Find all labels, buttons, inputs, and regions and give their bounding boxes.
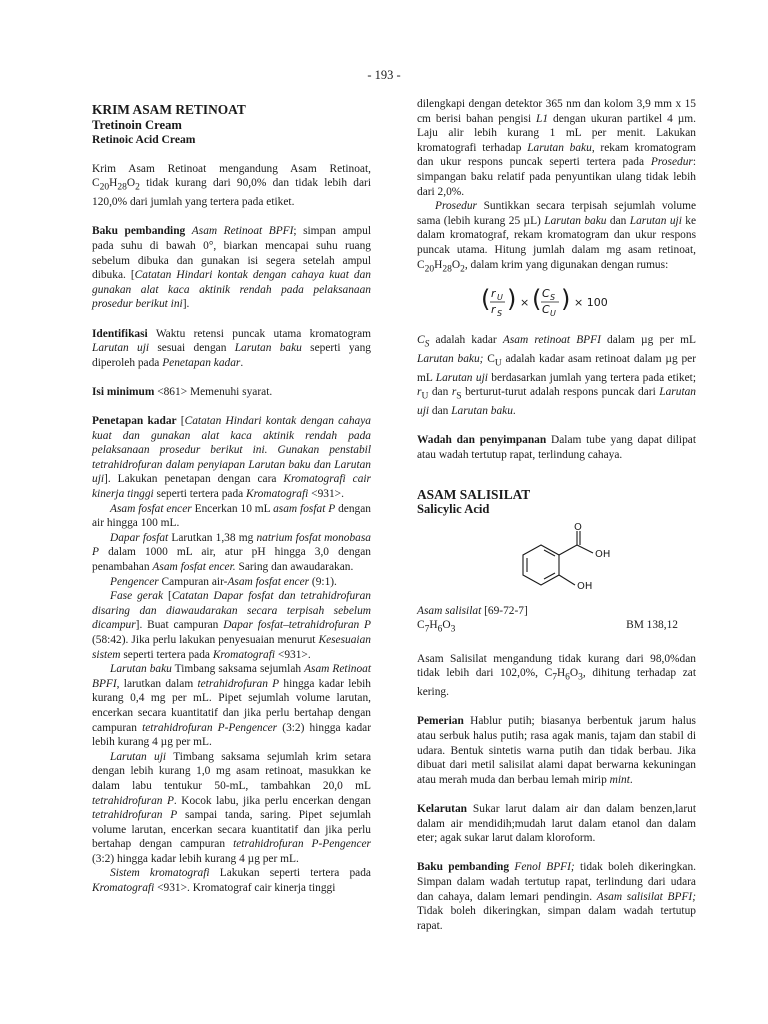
right-column <box>417 97 696 933</box>
structure-o: O <box>574 522 582 534</box>
prosedur-paragraph: Prosedur Suntikkan secara terpisah sejumlah volume sama (lebih kurang 25 µL) Larutan baku dan Larutan uji ke dalam kromatograf, rekam kromatogram dan ukur respons puncak utama. Hitung jumlah dalam mg asam retinoat, $C_{20}H_{28}O_2$, dalam krim yang digunakan dengan rumus: <box>417 200 697 274</box>
molecular-formula: $C_7H_6O_3$ <box>417 619 456 635</box>
formula-cs: C <box>541 287 550 301</box>
formula-cs-sub: S <box>549 293 555 303</box>
formula-factor: × 100 <box>573 296 608 310</box>
pengencer-paragraph: Pengencer Campuran air-Asam fosfat encer (9:1). <box>110 575 337 588</box>
monograph-english-name: Retinoic Acid Cream <box>92 132 196 146</box>
formula-ru-sub: U <box>496 293 503 303</box>
monograph-latin-name-2: Salicylic Acid <box>417 502 490 517</box>
salicylic-acid-structure <box>509 521 696 602</box>
formula-cu-sub: U <box>549 309 556 319</box>
structure-oh-acid: OH <box>595 549 611 561</box>
wadah-paragraph: Wadah dan penyimpanan Dalam tube yang dapat dilipat atau wadah tertutup rapat, terlindung cahaya. <box>417 434 696 461</box>
baku-pembanding-paragraph-2: Baku pembanding Fenol BPFI; tidak boleh dikeringkan. Simpan dalam wadah tertutup rapat, terlindung dari udara dan cahaya, dalam lemari pendingin. Asam salisilat BPFI; Tidak boleh dikeringkan, simpan dalam wadah tertutup rapat. <box>417 861 697 932</box>
paren-close-2: ) <box>560 285 570 314</box>
assay-formula <box>417 284 696 323</box>
monograph-title: KRIM ASAM RETINOAT <box>92 102 246 117</box>
sistem-kromatografi-paragraph: Sistem kromatografi Lakukan seperti tertera pada Kromatografi <931>. Kromatograf cair kinerja tinggi <box>92 867 371 895</box>
structure-graphic <box>509 521 619 597</box>
formula-cu: C <box>541 303 550 317</box>
formula-graphic <box>477 284 637 318</box>
fase-gerak-paragraph: Fase gerak [Catatan Dapar fosfat dan tetrahidrofuran disaring dan diawaudarakan secara terpisah sebelum dicampur]. Buat campuran Dapar fosfat–tetrahidrofuran P (58:42). Jika perlu lakukan penyesuaian menurut Kesesuaian sistem seperti tertera pada Kromatografi <931>. <box>92 590 371 661</box>
monograph-title-2: ASAM SALISILAT <box>417 486 531 502</box>
page-number: - 193 - <box>367 68 401 82</box>
compound-formula-line <box>417 618 696 637</box>
formula-rs-sub: S <box>496 309 502 319</box>
structure-oh-phenol: OH <box>577 581 593 593</box>
paren-open-2: ( <box>531 285 541 314</box>
molecular-weight: BM 138,12 <box>626 619 678 632</box>
larutan-baku-paragraph: Larutan baku Timbang saksama sejumlah Asam Retinoat BPFI, larutkan dalam tetrahidrofuran P hingga kadar lebih kurang 0,4 mg per mL. Pipet sejumlah volume larutan, encerkan secara kuantitatif dan jika perlu bertahap dengan campuran tetrahidrofuran P-Pengencer (3:2) hingga kadar lebih kurang 4 µg per mL. <box>92 663 371 749</box>
baku-pembanding-paragraph: Baku pembanding Asam Retinoat BPFI; simpan ampul pada suhu di bawah 0°, biarkan mencapai suhu ruang sebelum dibuka dan gunakan isi segera setelah ampul dibuka. [Catatan Hindari kontak dengan cahaya kuat dan gunakan alat kaca aktinik rendah pada pelaksanaan prosedur berikut ini]. <box>92 225 371 311</box>
formula-legend-paragraph: $C_S$ adalah kadar Asam retinoat BPFI dalam µg per mL Larutan baku; $C_U$ adalah kadar asam retinoat dalam µg per mL Larutan uji berdasarkan jumlah yang tertera pada etiket; $r_U$ dan $r_S$ berturut-turut adalah respons puncak dari Larutan uji dan Larutan baku. <box>417 334 697 418</box>
pemerian-paragraph: Pemerian Hablur putih; biasanya berbentuk jarum halus atau serbuk halus putih; rasa agak manis, tajam dan stabil di udara. Bentuk sintetis warna putih dan tidak berbau. Jika dibuat dari metil salisilat alami dapat berwarna kekuningan atau merah muda dan berbau lemah mirip mint. <box>417 715 696 786</box>
larutan-uji-paragraph: Larutan uji Timbang saksama sejumlah krim setara dengan lebih kurang 1,0 mg asam retinoat, masukkan ke dalam labu tentukur 50-mL, tambahkan 20,0 mL tetrahidrofuran P. Kocok labu, jika perlu encerkan dengan tetrahidrofuran P sampai tanda, saring. Pipet sejumlah volume larutan, encerkan secara kuantitatif dan jika perlu bertahap dengan campuran tetrahidrofuran P-Pengencer (3:2) hingga kadar lebih kurang 4 µg per mL. <box>92 750 371 865</box>
paren-open-1: ( <box>480 285 490 314</box>
identifikasi-paragraph: Identifikasi Waktu retensi puncak utama kromatogram Larutan uji sesuai dengan Larutan baku seperti yang diperoleh pada Penetapan kadar. <box>92 327 371 369</box>
penetapan-kadar-paragraph: Penetapan kadar [Catatan Hindari kontak dengan cahaya kuat dan gunakan alat kaca aktinik rendah pada pelaksanaan prosedur berikut ini. Gunakan penstabil tetrahidrofuran dalam penyiapan Larutan baku dan Larutan uji]. Lakukan penetapan dengan cara Kromatografi cair kinerja tinggi seperti tertera pada Kromatografi <931>. <box>92 415 371 501</box>
asam-fosfat-encer-paragraph: Asam fosfat encer Encerkan 10 mL asam fosfat P dengan air hingga 100 mL. <box>92 502 372 530</box>
definition-paragraph: Krim Asam Retinoat mengandung Asam Retinoat, $C_{20}H_{28}O_2$ tidak kurang dari 90,0% dan tidak lebih dari 120,0% dari jumlah yang tertera pada etiket. <box>92 162 371 209</box>
kelarutan-paragraph: Kelarutan Sukar larut dalam air dan dalam benzen,larut dalam air mendidih;mudah larut dalam etanol dan dalam eter; agak sukar larut dalam kloroform. <box>417 802 696 845</box>
definition-paragraph-2: Asam Salisilat mengandung tidak kurang dari 98,0%dan tidak lebih dari 102,0%, $C_7H_6O_3$, dihitung terhadap zat kering. <box>417 652 696 699</box>
left-column <box>92 102 371 896</box>
formula-rs: r <box>490 303 496 317</box>
formula-times: × <box>519 296 529 310</box>
formula-ru: r <box>490 287 496 301</box>
paren-close-1: ) <box>506 285 516 314</box>
compound-name-line: Asam salisilat [69-72-7] <box>417 604 528 617</box>
system-continuation-paragraph: dilengkapi dengan detektor 365 nm dan kolom 3,9 mm x 15 cm berisi bahan pengisi L1 dengan ukuran partikel 4 µm. Laju alir lebih kurang 1 mL per menit. Lakukan kromatografi terhadap Larutan baku, rekam kromatogram dan ukur respons puncak seperti tertera pada Prosedur: simpangan baku relatif pada penyuntikan ulang tidak lebih dari 2,0%. <box>417 98 696 198</box>
dapar-fosfat-paragraph: Dapar fosfat Larutkan 1,38 mg natrium fosfat monobasa P dalam 1000 mL air, atur pH hingga 3,0 dengan penambahan Asam fosfat encer. Saring dan awaudarakan. <box>92 531 371 573</box>
monograph-latin-name: Tretinoin Cream <box>92 117 182 132</box>
isi-minimum-paragraph: Isi minimum <861> Memenuhi syarat. <box>92 385 273 398</box>
